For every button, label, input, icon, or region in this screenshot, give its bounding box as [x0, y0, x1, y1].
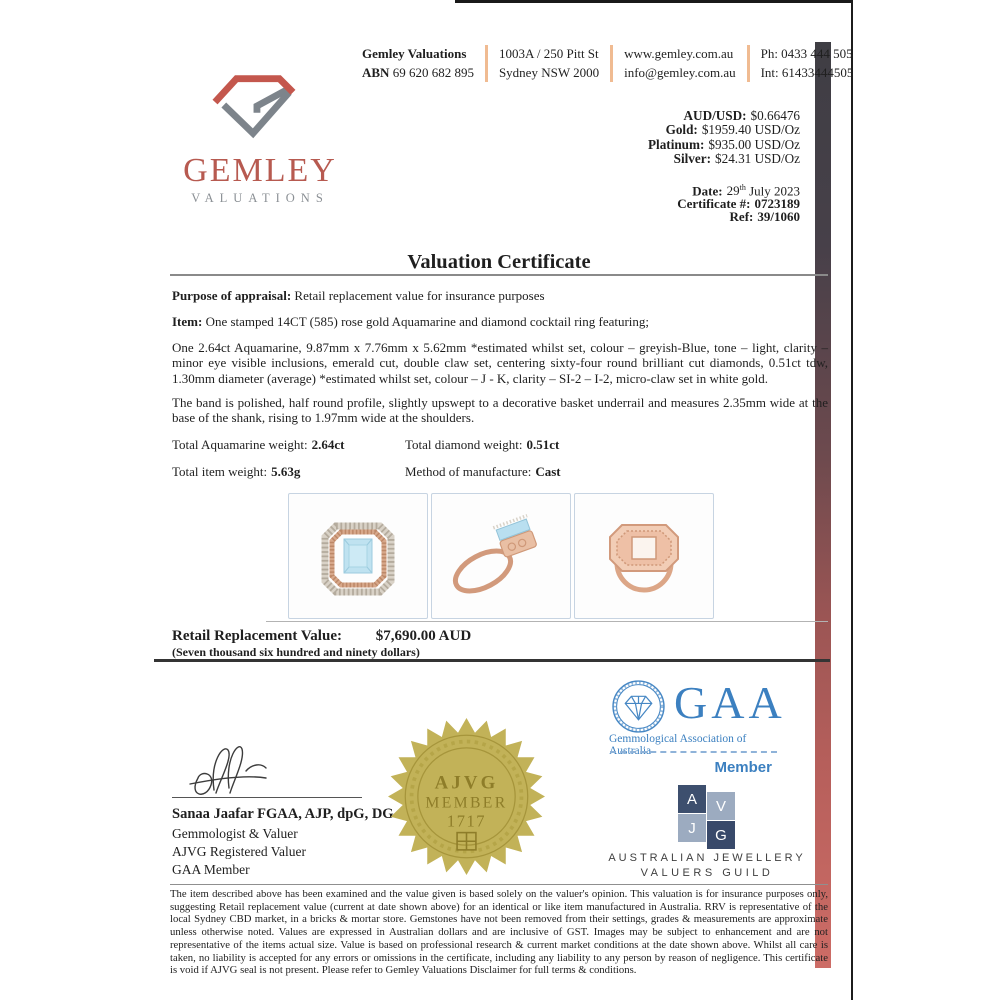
ring-photo-side [431, 493, 571, 619]
valuer-name: Sanaa Jaafar FGAA, AJP, dpG, DG [172, 806, 394, 822]
abn-number: 69 620 682 895 [392, 64, 474, 80]
valuer-registration: AJVG Registered Valuer [172, 844, 306, 859]
gaa-full-name: Gemmological Association of Australia [609, 733, 747, 757]
ajvg-guild-name [607, 851, 807, 881]
phone: Ph: 0433 444 505 [760, 46, 853, 61]
ajvg-guild-line2: VALUERS GUILD [640, 867, 774, 879]
rate-platinum: Platinum: $935.00 USD/Oz [647, 136, 800, 152]
gaa-member-label: Member [714, 759, 772, 776]
replacement-value-label: Retail Replacement Value: [172, 628, 342, 644]
valuer-role: Gemmologist & Valuer [172, 826, 298, 841]
gaa-divider [610, 751, 777, 753]
stone-description: One 2.64ct Aquamarine, 9.87mm x 7.76mm x 5.62mm *estimated whilst set, colour – greyish-Blue, tone – light, clarity – minor eye visible inclusions, emerald cut, double claw set, centering sixty-four round brilliant cut diamonds, 0.51ct tdw, 1.30mm diameter (average) *estimated whilst set, colour – J - K, clarity – SI-2 – I-2, micro-claw set in white gold. [172, 340, 828, 386]
email: info@gemley.com.au [624, 64, 736, 80]
contact-web-col [610, 45, 746, 82]
ring-side-icon [441, 501, 561, 611]
page-title: Valuation Certificate [407, 251, 591, 273]
ajvg-square-a: A [678, 785, 706, 813]
item-line: Item: One stamped 14CT (585) rose gold Aquamarine and diamond cocktail ring featuring; [172, 314, 650, 329]
purpose-line: Purpose of appraisal: Retail replacement value for insurance purposes [172, 288, 545, 303]
value-top-divider [266, 621, 828, 622]
gaa-acronym: GAA [674, 677, 786, 728]
ring-photos [288, 493, 714, 619]
phone-intl: Int: 61433444505 [760, 64, 854, 80]
ring-photo-back [574, 493, 714, 619]
ajvg-square-g: G [707, 821, 735, 849]
brand-tagline: VALUATIONS [191, 191, 329, 205]
title-divider [170, 274, 828, 276]
metal-rates-block [540, 109, 800, 167]
signature-line [172, 797, 362, 798]
contact-company-col [362, 45, 485, 82]
ajvg-gold-seal [388, 718, 545, 875]
ring-front-icon [298, 501, 418, 611]
replacement-value-words: (Seven thousand six hundred and ninety dollars) [172, 645, 420, 659]
scan-binding-shadow [815, 42, 831, 968]
ajvg-guild-line1: AUSTRALIAN JEWELLERY [608, 852, 806, 864]
valuer-membership: GAA Member [172, 862, 250, 877]
ajvg-square-v: V [707, 792, 735, 820]
band-description: The band is polished, half round profile, slightly upswept to a decorative basket underrail and measures 2.35mm wide at the base of the shank, rising to 1.97mm wide at the shoulders. [172, 395, 828, 426]
ajvg-square-j: J [678, 814, 706, 842]
contact-address-col [485, 45, 610, 82]
scan-edge-right [851, 0, 853, 1000]
ring-photo-front [288, 493, 428, 619]
address-street: 1003A / 250 Pitt St [498, 46, 599, 61]
replacement-value-line [172, 628, 471, 645]
diamond-weight: Total diamond weight: 0.51ct [405, 437, 560, 452]
rate-gold: Gold: $1959.40 USD/Oz [665, 122, 800, 138]
manufacture-method: Method of manufacture: Cast [405, 464, 561, 479]
scan-edge-top [455, 0, 853, 3]
brand-name: GEMLEY [183, 152, 337, 189]
company-name: Gemley Valuations [362, 46, 467, 61]
website: www.gemley.com.au [624, 46, 734, 61]
replacement-value-amount: $7,690.00 AUD [375, 628, 472, 644]
abn-label: ABN [362, 64, 390, 80]
valuer-signature-icon [170, 740, 370, 798]
contact-phone-col [747, 45, 865, 82]
value-bottom-divider [154, 659, 830, 662]
seal-number-text: 1717 [446, 811, 487, 831]
aquamarine-weight: Total Aquamarine weight: 2.64ct [172, 437, 345, 452]
certificate-meta-block [540, 182, 800, 224]
address-city: Sydney NSW 2000 [498, 64, 600, 80]
seal-member-text: MEMBER [425, 794, 508, 812]
gaa-seal-icon [611, 679, 666, 734]
certificate-date: Date: 29th July 2023 [692, 183, 800, 199]
ajvg-logo [678, 785, 736, 849]
rate-silver: Silver: $24.31 USD/Oz [673, 151, 800, 167]
disclaimer-divider [170, 884, 828, 885]
item-weight: Total item weight: 5.63g [172, 464, 301, 479]
certificate-ref: Ref: 39/1060 [729, 209, 800, 225]
header-contact-block [362, 45, 864, 82]
valuer-credentials [172, 805, 394, 879]
diamond-logo-icon [206, 66, 304, 144]
disclaimer-text: The item described above has been examined and the value given is based solely on the valuer's opinion. This valuation is for insurance purposes only, suggesting Retail replacement value (current at date shown above) for an identical or like item manufactured in Australia. RRV is representative of the local Sydney CBD market, in a bricks & mortar store. Gemstones have not been removed from their settings, grades & measurements are approximate unless otherwise noted. Values are expressed in Australian dollars and are inclusive of GST. Images may be subject to enhancement and are not representative of the items actual size. Value is based on professional research & current market conditions at the date shown above. Whilst all care is taken, no liability is accepted for any errors or omissions in the certificate, including any liability to any person by reason of negligence. This certificate is void if AJVG seal is not present. Please refer to Gemley Valuations Disclaimer for full terms & conditions. [170, 888, 828, 977]
ring-back-icon [584, 501, 704, 611]
certificate-number: Certificate #: 0723189 [677, 196, 800, 212]
rate-audusd: AUD/USD: $0.66476 [683, 108, 800, 123]
seal-org-text: AJVG [434, 772, 499, 794]
